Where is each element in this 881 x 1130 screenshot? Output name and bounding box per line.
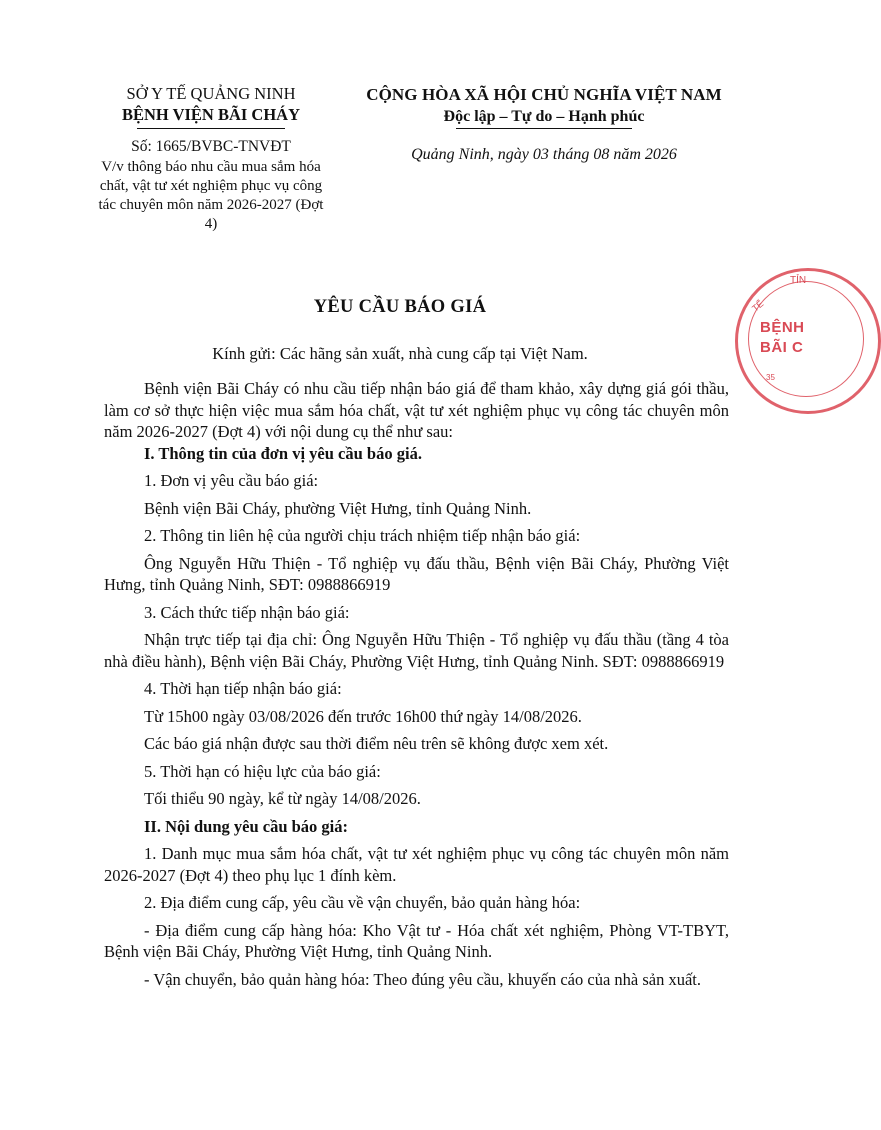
s1-item5-text: Tối thiểu 90 ngày, kể từ ngày 14/08/2026. [144,789,421,808]
document-subject: V/v thông báo nhu cầu mua sắm hóa chất, vật tư xét nghiệm phục vụ công tác chuyên môn năm 2026-2027 (Đợt 4) [98,159,324,232]
seal-text-left: TẾ [750,298,766,314]
reference-number: Số: 1665/BVBC-TNVĐT [131,138,291,155]
s1-item3-label: 3. Cách thức tiếp nhận báo giá: [144,602,350,622]
place-and-date: Quảng Ninh, ngày 03 tháng 08 năm 2026 [411,146,677,163]
red-seal-stamp [735,268,881,414]
department-name: SỞ Y TẾ QUẢNG NINH [126,84,296,103]
national-header [344,84,744,165]
s1-item4-text: Từ 15h00 ngày 03/08/2026 đến trước 16h00 thứ ngày 14/08/2026. [144,706,582,726]
issuer-block [96,84,326,234]
nation-name: CỘNG HÒA XÃ HỘI CHỦ NGHĨA VIỆT NAM [366,85,722,104]
document-body [104,378,729,990]
s2-item2-label: 2. Địa điểm cung cấp, yêu cầu về vận chuyển, bảo quản hàng hóa: [144,893,581,912]
s1-item3-text: Nhận trực tiếp tại địa chỉ: Ông Nguyễn Hữu Thiện - Tổ nghiệp vụ đấu thầu (tầng 4 tòa nhà điều hành), Bệnh viện Bãi Cháy, Phường Việt Hưng, tỉnh Quảng Ninh. SĐT: 0988866919 [104,630,729,671]
s2-item2-a: - Địa điểm cung cấp hàng hóa: Kho Vật tư - Hóa chất xét nghiệm, Phòng VT-TBYT, Bệnh viện Bãi Cháy, Phường Việt Hưng, tỉnh Quảng Ninh. [104,920,729,961]
s1-item1-label: 1. Đơn vị yêu cầu báo giá: [144,471,319,490]
s1-item5-label: 5. Thời hạn có hiệu lực của báo giá: [144,761,381,781]
seal-text-line2: BÃI C [760,339,804,356]
document-title: YÊU CẦU BÁO GIÁ [313,297,487,317]
s2-item1: 1. Danh mục mua sắm hóa chất, vật tư xét nghiệm phục vụ công tác chuyên môn năm 2026-2027 (Đợt 4) theo phụ lục 1 đính kèm. [104,844,729,885]
seal-text-bottom: 35 [766,373,775,382]
section1-heading: I. Thông tin của đơn vị yêu cầu báo giá. [144,443,422,463]
hospital-name: BỆNH VIỆN BÃI CHÁY [121,105,301,124]
intro-paragraph: Bệnh viện Bãi Cháy có nhu cầu tiếp nhận báo giá để tham khảo, xây dựng giá gói thầu, làm cơ sở thực hiện việc mua sắm hóa chất, vật tư xét nghiệm phục vụ công tác chuyên môn năm 2026-2027 (Đợt 4) với nội dung cụ thể như sau: [104,379,729,441]
seal-text-line1: BỆNH [760,319,805,336]
s1-item4-label: 4. Thời hạn tiếp nhận báo giá: [144,679,342,698]
s2-item2-b: - Vận chuyển, bảo quản hàng hóa: Theo đúng yêu cầu, khuyến cáo của nhà sản xuất. [144,969,702,989]
section2-heading: II. Nội dung yêu cầu báo giá: [144,816,349,836]
national-motto: Độc lập – Tự do – Hạnh phúc [443,108,645,125]
s1-item2-label: 2. Thông tin liên hệ của người chịu trách nhiệm tiếp nhận báo giá: [144,526,581,545]
issuer-underline [137,128,285,129]
addressee-line: Kính gửi: Các hãng sản xuất, nhà cung cấp tại Việt Nam. [212,344,588,363]
s1-item2-text: Ông Nguyễn Hữu Thiện - Tổ nghiệp vụ đấu thầu, Bệnh viện Bãi Cháy, Phường Việt Hưng, tỉnh Quảng Ninh, SĐT: 0988866919 [104,553,729,594]
s1-item4-note: Các báo giá nhận được sau thời điểm nêu trên sẽ không được xem xét. [144,734,609,753]
seal-text-top: TỈN [790,275,807,286]
s1-item1-text: Bệnh viện Bãi Cháy, phường Việt Hưng, tỉnh Quảng Ninh. [144,498,532,518]
motto-underline [456,128,632,129]
